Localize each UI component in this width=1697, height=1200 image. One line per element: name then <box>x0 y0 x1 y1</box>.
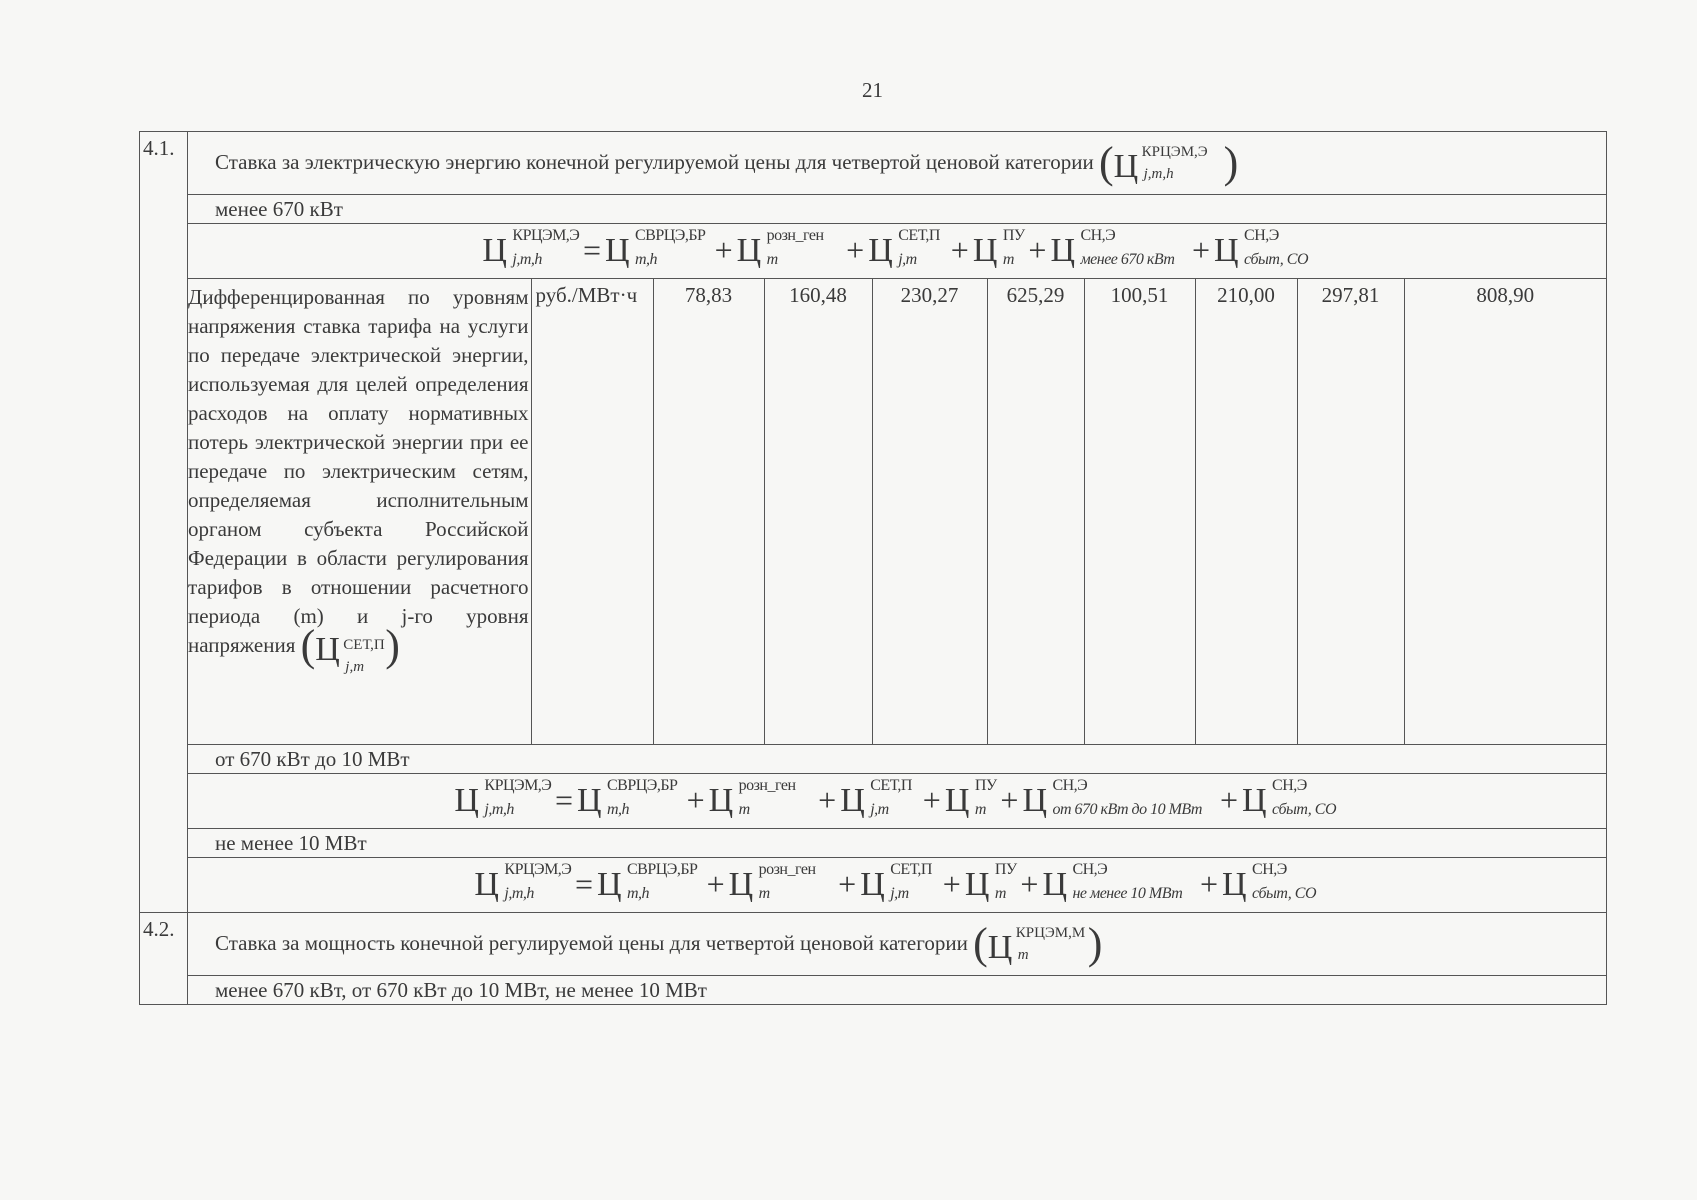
formula-term: Ц СН,Э сбыт, СО <box>1214 227 1308 269</box>
formula-term: Ц СН,Э от 670 кВт до 10 МВт <box>1022 777 1202 819</box>
formula-term: Ц СВРЦЭ,БР m,h <box>577 777 678 819</box>
formula-operator: + <box>1200 866 1219 902</box>
formula <box>482 227 1311 269</box>
group-label: от 670 кВт до 10 МВт <box>188 745 1607 774</box>
formula-operator: + <box>1000 782 1019 818</box>
formula-operator: + <box>846 232 865 268</box>
formula-cell <box>188 858 1607 913</box>
formula-term: Ц СВРЦЭ,БР m,h <box>605 227 706 269</box>
rate-unit: руб./МВт·ч <box>531 279 653 744</box>
formula-term: Ц СН,Э сбыт, СО <box>1242 777 1336 819</box>
formula-term: Ц СН,Э сбыт, СО <box>1222 861 1316 903</box>
section-4-2-number: 4.2. <box>140 913 188 1005</box>
formula-operator: + <box>1028 232 1047 268</box>
section-4-1-number: 4.1. <box>140 132 188 913</box>
rate-description-cell <box>188 279 531 744</box>
formula-term: Ц розн_ген m <box>736 227 824 269</box>
formula-operator: + <box>838 866 857 902</box>
section-4-2-heading-cell <box>188 913 1607 976</box>
formula-term: Ц СЕТ,П j,m <box>868 227 940 269</box>
formula-term: Ц СН,Э не менее 10 МВт <box>1042 861 1183 903</box>
rate-value: 808,90 <box>1404 279 1606 744</box>
rate-value: 210,00 <box>1195 279 1297 744</box>
formula-operator: + <box>1020 866 1039 902</box>
rate-description-symbol: (Ц СЕТ,П j,m ) <box>300 621 400 676</box>
formula-operator: = <box>582 232 601 268</box>
section-4-2-label: менее 670 кВт, от 670 кВт до 10 МВт, не менее 10 МВт <box>188 976 1607 1005</box>
formula-operator: = <box>574 866 593 902</box>
formula-term: Ц СВРЦЭ,БР m,h <box>597 861 698 903</box>
formula-operator: + <box>1192 232 1211 268</box>
formula-operator: + <box>950 232 969 268</box>
section-4-2-heading: Ставка за мощность конечной регулируемой цены для четвертой ценовой категории <box>215 931 968 955</box>
rate-value: 78,83 <box>653 279 764 744</box>
rate-value: 160,48 <box>764 279 872 744</box>
formula-operator: + <box>942 866 961 902</box>
formula <box>454 777 1339 819</box>
formula-cell <box>188 774 1607 829</box>
rate-value: 625,29 <box>987 279 1084 744</box>
section-4-1-heading-symbol: (Ц КРЦЭМ,Э j,m,h ) <box>1098 138 1239 187</box>
rate-value: 100,51 <box>1084 279 1195 744</box>
formula-term: Ц КРЦЭМ,Э j,m,h <box>474 861 572 903</box>
formula-term: Ц СН,Э менее 670 кВт <box>1050 227 1175 269</box>
formula-term: Ц ПУ m <box>944 777 997 819</box>
page-number: 21 <box>862 78 883 102</box>
formula-operator: + <box>714 232 733 268</box>
formula-term: Ц СЕТ,П j,m <box>840 777 912 819</box>
group-label: менее 670 кВт <box>188 195 1607 224</box>
rate-row-cell <box>188 279 1607 745</box>
formula-operator: + <box>818 782 837 818</box>
formula-cell <box>188 224 1607 279</box>
section-4-2-heading-symbol: (Ц КРЦЭМ,М m ) <box>973 919 1103 968</box>
formula-term: Ц СЕТ,П j,m <box>860 861 932 903</box>
formula-term: Ц розн_ген m <box>728 861 816 903</box>
formula-term: Ц ПУ m <box>964 861 1017 903</box>
formula-operator: + <box>1220 782 1239 818</box>
rate-description: Дифференцированная по уровням напряжения ставка тарифа на услуги по передаче электрической энергии, используемая для целей определения расходов на оплату нормативных потерь электрической энергии при ее передаче по электрическим сетям, определяемая исполнительным органом субъекта Российской Федерации в области регулирования тарифов в отношении расчетного периода (m) и j-го уровня напряжения <box>188 285 529 657</box>
group-label: не менее 10 МВт <box>188 829 1607 858</box>
formula-operator: + <box>686 782 705 818</box>
formula-operator: + <box>706 866 725 902</box>
tariff-table <box>139 131 1607 1005</box>
formula-term: Ц ПУ m <box>972 227 1025 269</box>
formula-term: Ц КРЦЭМ,Э j,m,h <box>454 777 552 819</box>
formula-operator: = <box>554 782 573 818</box>
formula-term: Ц КРЦЭМ,Э j,m,h <box>482 227 580 269</box>
rate-value: 230,27 <box>872 279 987 744</box>
rate-value: 297,81 <box>1297 279 1404 744</box>
formula <box>474 861 1319 903</box>
formula-term: Ц розн_ген m <box>708 777 796 819</box>
formula-operator: + <box>922 782 941 818</box>
section-4-1-heading: Ставка за электрическую энергию конечной регулируемой цены для четвертой ценовой категории <box>215 150 1094 174</box>
rate-row-table <box>188 279 1606 744</box>
section-4-1-heading-cell <box>188 132 1607 195</box>
